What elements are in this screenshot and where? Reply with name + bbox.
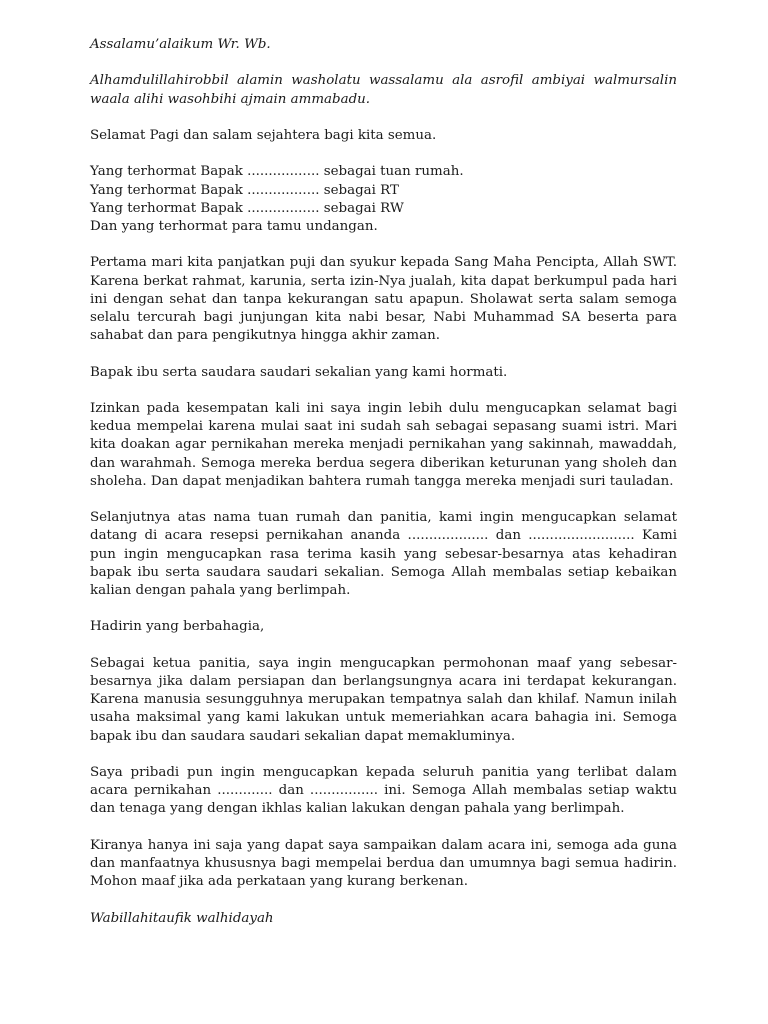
paragraph-praise: Pertama mari kita panjatkan puji dan syukur kepada Sang Maha Pencipta, Allah SWT. Karena berkat rahmat, karunia, serta izin-Nya jualah, kita dapat berkumpul pada hari ini dengan sehat dan tanpa kekurangan satu apapun. Sholawat serta salam semoga selalu tercurah bagi junjungan kita nabi besar, Nabi Muhammad SA beserta para sahabat dan para pengikutnya hingga akhir zaman. — [90, 255, 677, 344]
paragraph-congratulations: Izinkan pada kesempatan kali ini saya ingin lebih dulu mengucapkan selamat bagi kedua mempelai karena mulai saat ini sudah sah sebagai sepasang suami istri. Mari kita doakan agar pernikahan mereka menjadi pernikahan yang sakinnah, mawaddah, dan warahmah. Semoga mereka berdua segera diberikan keturunan yang sholeh dan sholeha. Dan dapat menjadikan bahtera rumah tangga mereka menjadi suri tauladan. — [90, 400, 677, 489]
paragraph-audience: Hadirin yang berbahagia, — [90, 619, 265, 635]
honorifics-block — [90, 163, 677, 236]
greeting: Assalamu’alaikum Wr. Wb. — [90, 37, 271, 52]
speech-document — [90, 36, 677, 946]
paragraph-apology: Sebagai ketua panitia, saya ingin mengucapkan permohonan maaf yang sebesar-besarnya jika dalam persiapan dan berlangsungnya acara ini terdapat kekurangan. Karena manusia sesungguhnya merupakan tempatnya salah dan khilaf. Namun inilah usaha maksimal yang kami lakukan untuk memeriahkan acara bahagia ini. Semoga bapak ibu dan saudara saudari sekalian dapat memakluminya. — [90, 655, 677, 744]
paragraph-welcome: Selanjutnya atas nama tuan rumah dan panitia, kami ingin mengucapkan selamat datang di acara resepsi pernikahan ananda ................... dan ......................... Kami pun ingin mengucapkan rasa terima kasih yang sebesar-besarnya atas kehadiran bapak ibu serta saudara saudari sekalian. Semoga Allah membalas setiap kebaikan kalian dengan pahala yang berlimpah. — [90, 510, 677, 598]
paragraph-thanks-committee: Saya pribadi pun ingin mengucapkan kepada seluruh panitia yang terlibat dalam acara pernikahan ............. dan ................ ini. Semoga Allah membalas setiap waktu dan tenaga yang dengan ikhlas kalian lakukan dengan pahala yang berlimpah. — [90, 764, 677, 817]
honorific-rw: Yang terhormat Bapak ................. sebagai RW — [90, 200, 404, 216]
paragraph-conclusion: Kiranya hanya ini saja yang dapat saya sampaikan dalam acara ini, semoga ada guna dan manfaatnya khususnya bagi mempelai berdua dan umumnya bagi semua hadirin. Mohon maaf jika ada perkataan yang kurang berkenan. — [90, 837, 677, 890]
honorific-host: Yang terhormat Bapak ................. sebagai tuan rumah. — [90, 164, 464, 180]
paragraph-address: Bapak ibu serta saudara saudari sekalian yang kami hormati. — [90, 364, 508, 380]
opening-prayer: Alhamdulillahirobbil alamin washolatu wassalamu ala asrofil ambiyai walmursalin waala alihi wasohbihi ajmain ammabadu. — [90, 73, 677, 107]
honorific-rt: Yang terhormat Bapak ................. sebagai RT — [90, 182, 399, 198]
honorific-guests: Dan yang terhormat para tamu undangan. — [90, 218, 378, 234]
closing: Wabillahitaufik walhidayah — [90, 910, 274, 926]
salutation: Selamat Pagi dan salam sejahtera bagi kita semua. — [90, 127, 437, 143]
